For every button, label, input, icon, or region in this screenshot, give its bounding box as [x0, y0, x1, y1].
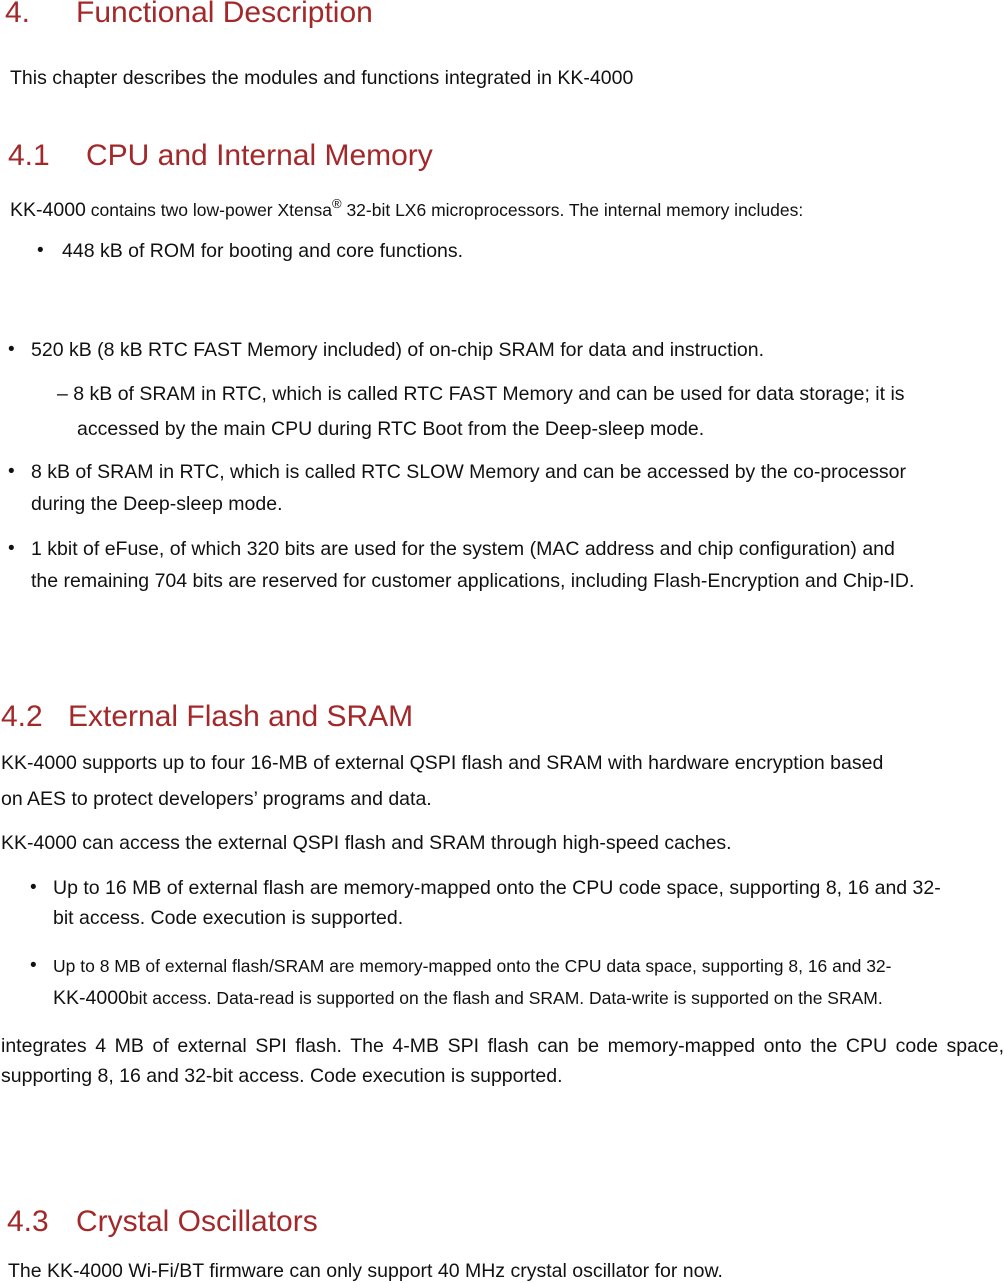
bullet-icon: •	[30, 877, 37, 898]
product-name: KK-4000	[53, 987, 129, 1009]
list-item-sram-line2	[53, 987, 883, 1010]
section-4-2-heading	[1, 700, 413, 734]
list-item-sram: 520 kB (8 kB RTC FAST Memory included) of on-chip SRAM for data and instruction.	[31, 339, 765, 361]
section-number: 4.	[5, 0, 31, 29]
section-4-2-para2: KK-4000 can access the external QSPI flash and SRAM through high-speed caches.	[1, 832, 732, 854]
section-4-intro: This chapter describes the modules and functions integrated in KK-4000	[10, 67, 634, 89]
section-4-heading	[5, 0, 373, 30]
sub-item-fast-line2: accessed by the main CPU during RTC Boot from the Deep-sleep mode.	[77, 418, 705, 440]
product-name: KK-4000	[10, 199, 86, 221]
section-title: External Flash and SRAM	[68, 700, 414, 733]
bullet-icon: •	[8, 538, 15, 559]
list-item-slow-line2: during the Deep-sleep mode.	[31, 493, 283, 515]
sub-item-fast-line1: – 8 kB of SRAM in RTC, which is called RTC FAST Memory and can be used for data storage; it is	[57, 383, 905, 405]
section-title: Crystal Oscillators	[76, 1205, 318, 1238]
intro-text-rest: 32-bit LX6 microprocessors. The internal memory includes:	[341, 200, 804, 220]
list-item-flash-line1: Up to 16 MB of external flash are memory-mapped onto the CPU code space, supporting 8, 16 and 32-	[53, 877, 941, 899]
list-item-sram-line1: Up to 8 MB of external flash/SRAM are memory-mapped onto the CPU data space, supporting 8, 16 and 32-	[53, 956, 892, 976]
list-item-efuse-line2: the remaining 704 bits are reserved for customer applications, including Flash-Encryption and Chip-ID.	[31, 570, 915, 592]
bullet-icon: •	[8, 339, 15, 360]
section-title: Functional Description	[76, 0, 373, 29]
section-title: CPU and Internal Memory	[86, 139, 433, 172]
intro-text: contains two low-power Xtensa	[85, 200, 332, 220]
section-4-2-para3: integrates 4 MB of external SPI flash. The 4-MB SPI flash can be memory-mapped onto the CPU code space, supporting 8, 16 and 32-bit access. Code execution is supported.	[1, 1035, 1004, 1087]
section-number: 4.3	[7, 1205, 49, 1238]
section-4-2-para1-line1: KK-4000 supports up to four 16-MB of external QSPI flash and SRAM with hardware encryption based	[1, 752, 884, 774]
section-4-1-heading	[8, 139, 433, 173]
section-number: 4.1	[8, 139, 50, 172]
registered-mark: ®	[331, 196, 342, 211]
section-4-2-para1-line2: on AES to protect developers’ programs and data.	[1, 788, 432, 810]
list-item-efuse-line1: 1 kbit of eFuse, of which 320 bits are used for the system (MAC address and chip configuration) and	[31, 538, 895, 560]
bullet-icon: •	[37, 240, 44, 261]
section-4-3-para: The KK-4000 Wi-Fi/BT firmware can only support 40 MHz crystal oscillator for now.	[8, 1260, 723, 1282]
list-item-slow-line1: 8 kB of SRAM in RTC, which is called RTC SLOW Memory and can be accessed by the co-processor	[31, 461, 906, 483]
bullet-icon: •	[30, 955, 37, 976]
section-4-1-intro	[10, 196, 804, 222]
bullet-icon: •	[8, 461, 15, 482]
list-item-sram-rest: bit access. Data-read is supported on the flash and SRAM. Data-write is supported on the SRAM.	[128, 988, 883, 1008]
section-number: 4.2	[1, 700, 43, 733]
list-item-rom: 448 kB of ROM for booting and core functions.	[62, 240, 464, 262]
list-item-flash-line2: bit access. Code execution is supported.	[53, 907, 404, 929]
section-4-3-heading	[7, 1205, 318, 1239]
